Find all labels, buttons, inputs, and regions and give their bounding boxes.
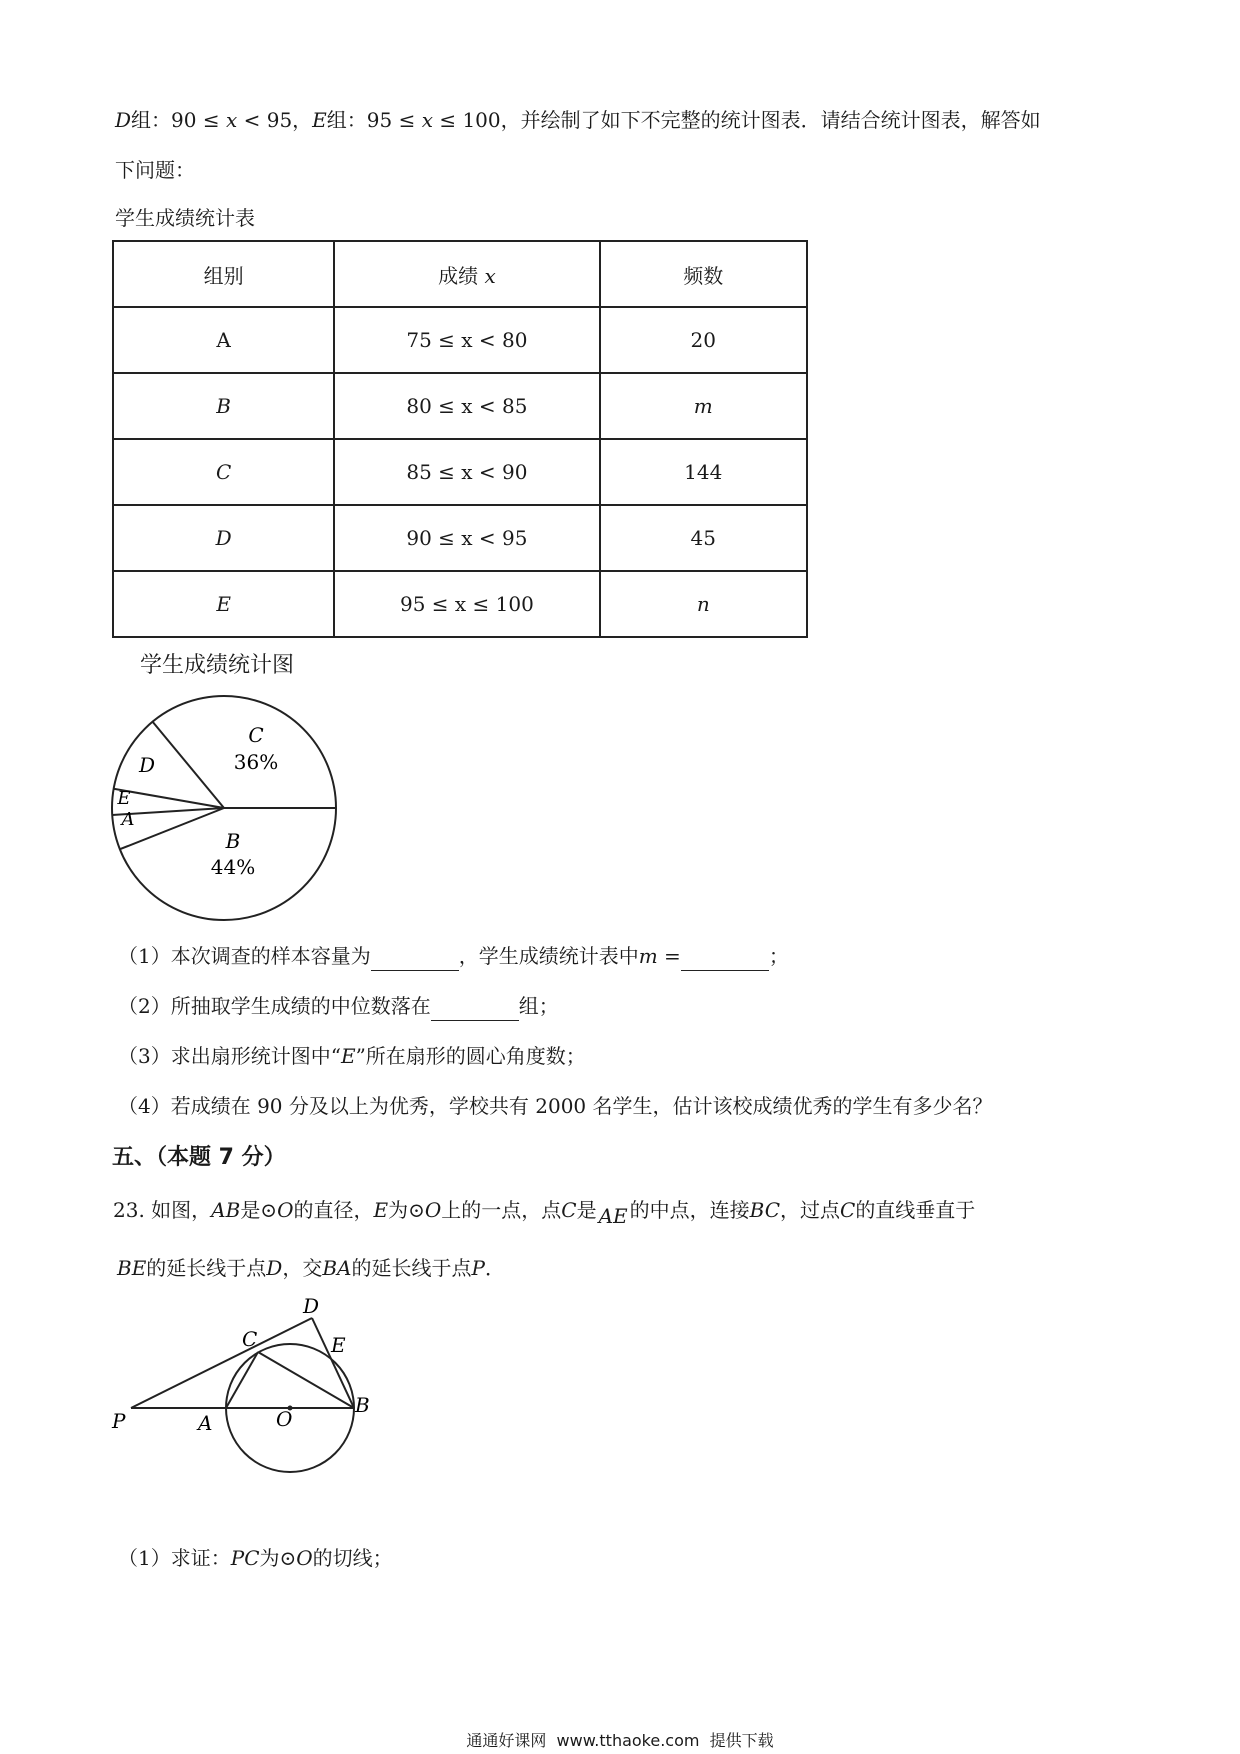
cell-frequency: 20 bbox=[600, 307, 807, 373]
line-ca bbox=[226, 1352, 258, 1408]
q2-text-b: 组； bbox=[518, 994, 559, 1018]
table-row bbox=[113, 505, 807, 571]
header-group: 组别 bbox=[113, 241, 334, 307]
q2-blank-group bbox=[431, 992, 519, 1021]
cell-frequency: 45 bbox=[600, 505, 807, 571]
label-d: D bbox=[303, 1294, 320, 1318]
p23-text: 的延长线于点 bbox=[351, 1256, 472, 1280]
cell-group: E bbox=[113, 571, 334, 637]
p23-d: D bbox=[266, 1256, 283, 1280]
score-statistics-table bbox=[112, 240, 808, 638]
p23-text: ． bbox=[484, 1256, 505, 1280]
pie-label-c: C bbox=[248, 723, 264, 747]
label-a: A bbox=[198, 1411, 213, 1435]
question-4: （4）若成绩在 90 分及以上为优秀，学校共有 2000 名学生，估计该校成绩优秀的学生有多少名？ bbox=[118, 1094, 993, 1118]
cell-frequency: m bbox=[600, 373, 807, 439]
p23-text: 的直径， bbox=[293, 1198, 374, 1222]
p23-text: 的中点，连接 bbox=[629, 1198, 750, 1222]
p23-arc-ae: AE bbox=[598, 1204, 628, 1228]
intro-group-d: D bbox=[115, 108, 132, 132]
pie-slices bbox=[112, 696, 336, 920]
question-2 bbox=[118, 992, 559, 1021]
table-row bbox=[113, 571, 807, 637]
pie-label-d: D bbox=[138, 753, 156, 777]
sub1-text: （1）求证： bbox=[118, 1546, 231, 1570]
question-1 bbox=[118, 942, 789, 971]
q1-m: m bbox=[638, 944, 658, 968]
q2-text-a: （2）所抽取学生成绩的中位数落在 bbox=[118, 994, 431, 1018]
pie-label-b: B bbox=[225, 829, 241, 853]
intro-group-e: E bbox=[312, 108, 327, 132]
table-row bbox=[113, 373, 807, 439]
p23-p: P bbox=[471, 1256, 485, 1280]
section-title: 五、（本题 7 分） bbox=[112, 1145, 286, 1170]
cell-group: C bbox=[113, 439, 334, 505]
problem-23-line-1 bbox=[113, 1196, 976, 1228]
intro-x-1: x bbox=[225, 108, 238, 132]
label-o: O bbox=[276, 1407, 293, 1431]
p23-bc: BC bbox=[749, 1198, 780, 1222]
p23-text: 的直线垂直于 bbox=[855, 1198, 976, 1222]
label-e: E bbox=[331, 1333, 346, 1357]
intro-line-1 bbox=[115, 106, 1041, 134]
q3-text-b: ”所在扇形的圆心角度数； bbox=[355, 1044, 586, 1068]
pie-pct-b: 44% bbox=[210, 855, 256, 879]
pie-caption: 学生成绩统计图 bbox=[140, 653, 295, 678]
q1-blank-m bbox=[681, 942, 769, 971]
cell-group: D bbox=[113, 505, 334, 571]
q1-text-a: （1）本次调查的样本容量为 bbox=[118, 944, 371, 968]
label-b: B bbox=[355, 1393, 370, 1417]
pie-chart bbox=[100, 688, 350, 928]
intro-x-2: x bbox=[421, 108, 433, 132]
p23-text: 是 bbox=[576, 1198, 597, 1222]
p23-c: C bbox=[561, 1198, 577, 1222]
sub1-o: O bbox=[296, 1546, 313, 1570]
p23-text: 的延长线于点 bbox=[146, 1256, 267, 1280]
p23-text: ，过点 bbox=[780, 1198, 840, 1222]
p23-ab: AB bbox=[211, 1198, 241, 1222]
sub-question-1 bbox=[118, 1544, 393, 1572]
sub1-text: 为⊙ bbox=[259, 1546, 297, 1570]
label-p: P bbox=[112, 1409, 126, 1433]
p23-o: O bbox=[424, 1198, 442, 1222]
table-caption: 学生成绩统计表 bbox=[115, 206, 255, 230]
header-score-var: x bbox=[484, 263, 496, 288]
cell-range: 75 ≤ x < 80 bbox=[334, 307, 599, 373]
p23-text: ，交 bbox=[282, 1256, 323, 1280]
intro-text-b: < 95， bbox=[237, 108, 313, 132]
table-row bbox=[113, 307, 807, 373]
cell-group: A bbox=[113, 307, 334, 373]
cell-range: 80 ≤ x < 85 bbox=[334, 373, 599, 439]
sub1-text: 的切线； bbox=[312, 1546, 393, 1570]
intro-text-c: 组：95 ≤ bbox=[326, 108, 422, 132]
p23-text: 是⊙ bbox=[240, 1198, 278, 1222]
q1-blank-sample-size bbox=[371, 942, 459, 971]
q1-text-c: = bbox=[657, 944, 681, 968]
p23-o: O bbox=[277, 1198, 294, 1222]
table-row bbox=[113, 439, 807, 505]
cell-frequency: n bbox=[600, 571, 807, 637]
q1-text-d: ； bbox=[768, 944, 789, 968]
header-score-label: 成绩 bbox=[438, 263, 479, 288]
pie-label-e: E bbox=[117, 788, 131, 809]
line-db bbox=[312, 1318, 354, 1408]
geometry-figure bbox=[100, 1290, 400, 1515]
pie-slice-c-boundary bbox=[153, 722, 224, 808]
header-frequency: 频数 bbox=[600, 241, 807, 307]
cell-range: 95 ≤ x ≤ 100 bbox=[334, 571, 599, 637]
intro-text-d: ≤ 100，并绘制了如下不完整的统计图表．请结合统计图表，解答如 bbox=[432, 108, 1041, 132]
intro-line-2: 下问题： bbox=[115, 158, 195, 182]
q3-e: E bbox=[340, 1044, 356, 1068]
pie-label-a: A bbox=[121, 809, 135, 830]
header-score bbox=[334, 241, 599, 307]
cell-range: 85 ≤ x < 90 bbox=[334, 439, 599, 505]
page-footer: 通通好课网 www.tthaoke.com 提供下载 bbox=[466, 1731, 774, 1750]
intro-text-a: 组：90 ≤ bbox=[131, 108, 226, 132]
cell-group: B bbox=[113, 373, 334, 439]
q3-text-a: （3）求出扇形统计图中“ bbox=[118, 1044, 341, 1068]
p23-text: 上的一点，点 bbox=[441, 1198, 562, 1222]
sub1-pc: PC bbox=[230, 1546, 260, 1570]
p23-text: 为⊙ bbox=[388, 1198, 425, 1222]
label-c: C bbox=[242, 1327, 258, 1351]
p23-ba: BA bbox=[322, 1256, 352, 1280]
question-3 bbox=[118, 1042, 586, 1070]
cell-range: 90 ≤ x < 95 bbox=[334, 505, 599, 571]
pie-pct-c: 36% bbox=[233, 750, 279, 774]
cell-frequency: 144 bbox=[600, 439, 807, 505]
p23-text: 23. 如图， bbox=[113, 1198, 212, 1222]
table-header-row bbox=[113, 241, 807, 307]
p23-e: E bbox=[373, 1198, 389, 1222]
p23-c: C bbox=[840, 1198, 856, 1222]
problem-23-line-2 bbox=[117, 1254, 505, 1282]
q1-text-b: ，学生成绩统计表中 bbox=[458, 944, 639, 968]
p23-be: BE bbox=[117, 1256, 147, 1280]
line-cb bbox=[258, 1352, 354, 1408]
line-pd bbox=[131, 1318, 312, 1408]
